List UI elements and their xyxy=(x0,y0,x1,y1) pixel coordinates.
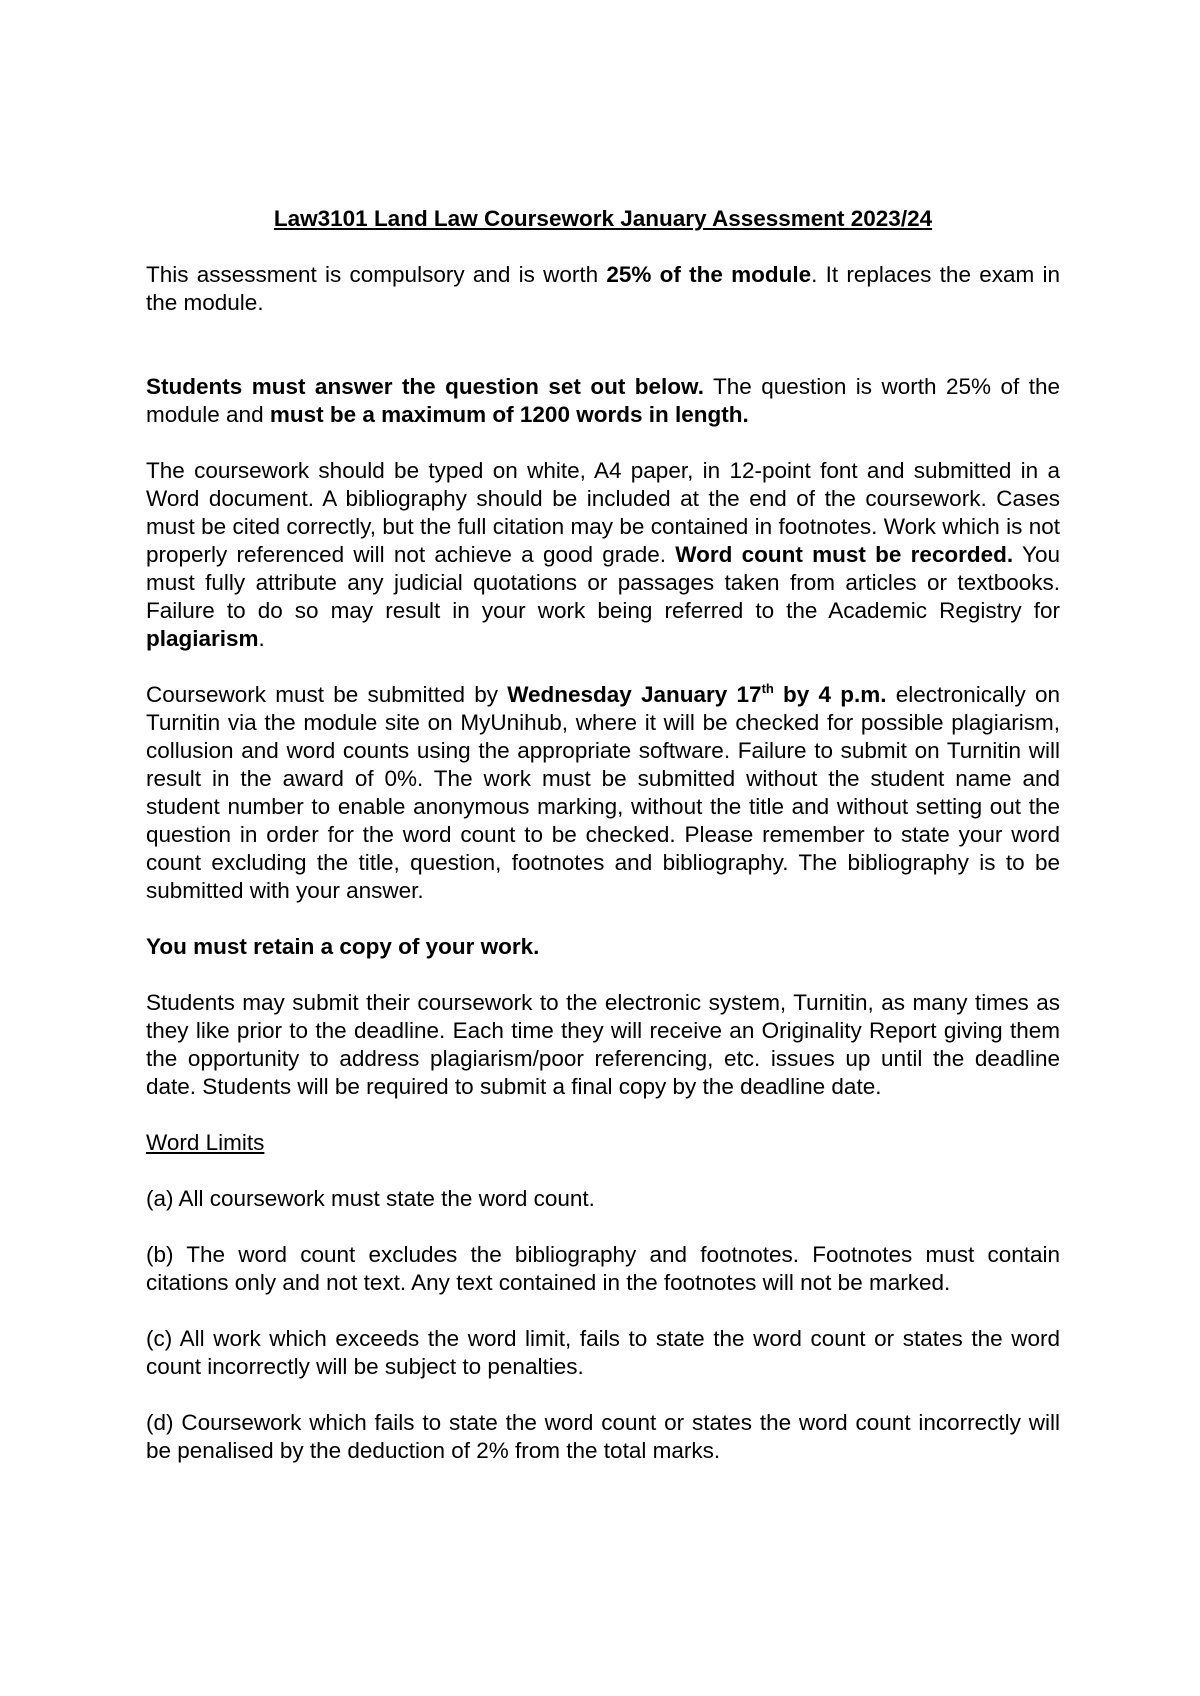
retain-text: You must retain a copy of your work. xyxy=(146,934,540,959)
deadline-ordinal: th xyxy=(761,681,774,696)
document-title: Law3101 Land Law Coursework January Assessment 2023/24 xyxy=(273,206,933,231)
deadline-date: Wednesday January 17 xyxy=(507,682,762,707)
word-limit-item-d: (d) Coursework which fails to state the word count or states the word count incorrectly will be penalised by the deduction of 2% from the total marks. xyxy=(146,1410,1060,1463)
submission-paragraph xyxy=(146,681,1060,905)
turnitin-paragraph: Students may submit their coursework to the electronic system, Turnitin, as many times as they like prior to the deadline. Each time they will receive an Originality Report giving them the opportunity to address plagiarism/poor referencing, etc. issues up until the deadline date. Students will be required to submit a final copy by the deadline date. xyxy=(146,990,1060,1099)
requirement-instruction: Students must answer the question set out below. xyxy=(146,374,704,399)
requirement-word-limit: must be a maximum of 1200 words in length. xyxy=(269,402,749,427)
word-limits-heading: Word Limits xyxy=(146,1130,265,1155)
deadline-time: by 4 p.m. xyxy=(773,682,887,707)
deadline xyxy=(507,682,886,707)
intro-text-end: . It replaces the exam in the module. xyxy=(146,262,1060,315)
requirement-paragraph xyxy=(146,373,1060,429)
format-paragraph xyxy=(146,457,1060,653)
submission-text: Coursework must be submitted by xyxy=(146,682,508,707)
format-text-continued: You must fully attribute any judicial quotations or passages taken from articles or textbooks. Failure to do so may result in your work being referred to the Academic Registry for xyxy=(146,542,1060,623)
word-limit-item-c: (c) All work which exceeds the word limit, fails to state the word count or states the word count incorrectly will be subject to penalties. xyxy=(146,1326,1060,1379)
format-text: The coursework should be typed on white, A4 paper, in 12-point font and submitted in a Word document. A bibliography should be included at the end of the coursework. Cases must be cited correctly, but the full citation may be contained in footnotes. Work which is not properly referenced will not achieve a good grade. xyxy=(146,458,1060,567)
intro-text: This assessment is compulsory and is worth xyxy=(146,262,607,287)
word-count-notice: Word count must be recorded. xyxy=(675,542,1014,567)
submission-details: electronically on Turnitin via the module site on MyUnihub, where it will be checked for possible plagiarism, collusion and word counts using the appropriate software. Failure to submit on Turnitin will result in the award of 0%. The work must be submitted without the student name and student number to enable anonymous marking, without the title and without setting out the question in order for the word count to be checked. Please remember to state your word count excluding the title, question, footnotes and bibliography. The bibliography is to be submitted with your answer. xyxy=(146,682,1060,903)
intro-weight: 25% of the module xyxy=(606,262,812,287)
document-page xyxy=(146,205,1060,1493)
requirement-text: The question is worth 25% of the module and xyxy=(146,374,1060,427)
word-limit-item-b: (b) The word count excludes the bibliography and footnotes. Footnotes must contain citations only and not text. Any text contained in the footnotes will not be marked. xyxy=(146,1242,1060,1295)
word-limit-item-a: (a) All coursework must state the word count. xyxy=(146,1186,595,1211)
plagiarism-term: plagiarism xyxy=(146,626,259,651)
intro-paragraph xyxy=(146,261,1060,317)
format-text-end: . xyxy=(258,626,265,651)
retain-notice xyxy=(146,933,1060,961)
